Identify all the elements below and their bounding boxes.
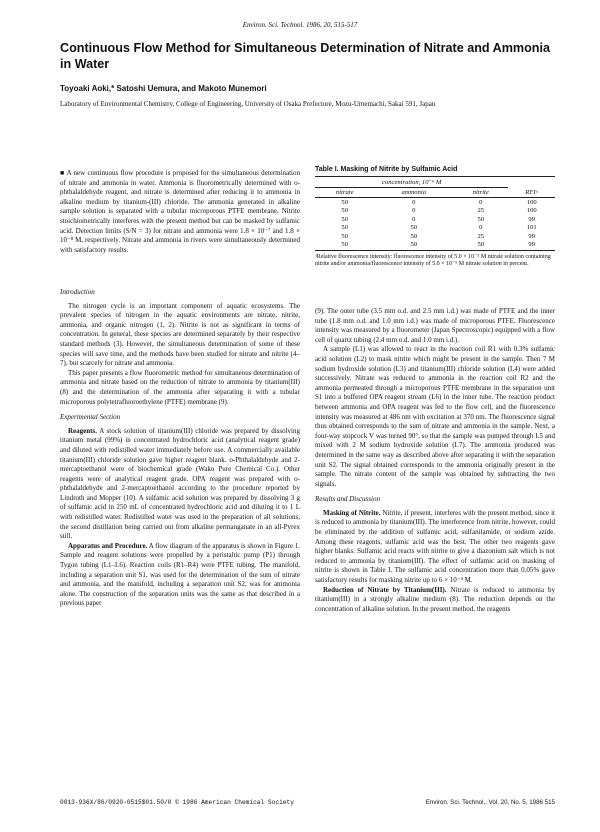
- table-cell: 50: [410, 232, 418, 240]
- table-row: [315, 207, 555, 216]
- table-cell: 25: [477, 232, 485, 240]
- affiliation: Laboratory of Environmental Chemistry, College of Engineering, University of Osaka Prefecture, Mozu-Umemachi, Sakai 591, Japan: [60, 100, 436, 108]
- left-column: [60, 282, 300, 609]
- reduction-text: Nitrate is reduced to ammonia by titanium(III) in a strongly alkaline medium (8). The reduction depends on the concentration of alkaline solution. In the present method, the reagents: [315, 585, 556, 613]
- table-cell: 0: [412, 215, 416, 223]
- table-cell: 50: [341, 224, 349, 232]
- table-row: [315, 215, 555, 224]
- table-cell: 99: [528, 232, 536, 240]
- table-1: [315, 166, 555, 269]
- right-column: [315, 307, 555, 614]
- author-list: Toyoaki Aoki,* Satoshi Uemura, and Makoto Munemori: [60, 84, 267, 93]
- table-row: [315, 232, 555, 241]
- reagents-lead: Reagents.: [68, 426, 97, 435]
- intro-paragraph-1: The nitrogen cycle is an important component of aquatic ecosystems. The prevalent species of nitrogen in the aquatic environments are nitrate, nitrite, ammonia, and organic nitrogen (1, 2). Nitrite is not as significant in terms of concentration. In general, these species are determined separately by their respective standard methods (3). However, the simultaneous determination of some of these species will save time, and the methods have been studied for nitrate and nitrite (4–7), but scarcely for nitrate and ammonia.: [60, 301, 300, 368]
- table-cell: 0: [479, 224, 483, 232]
- table-row: [315, 241, 555, 250]
- masking-lead: Masking of Nitrite.: [323, 508, 381, 517]
- table-cell: 50: [341, 207, 349, 215]
- table-cell: 50: [477, 241, 485, 249]
- abstract: ■ A new continuous flow procedure is proposed for the simultaneous determination of nitrate and ammonia in water. Ammonia is fluorometrically determined with o-phthalaldehyde reagent, and nitrate is determined after reducing it to ammonia in alkaline medium by titanium-(III) chloride. The ammonia generated in alkaline sample solution is separated with a tubular microporous PTFE membrane. Nitrite stoichiometrically interferes with the present method but can be masked by sulfamic acid. Detection limits (S/N = 3) for nitrate and ammonia were 1.8 × 10⁻⁷ and 1.8 × 10⁻⁸ M, respectively. Nitrate and ammonia in rivers were simultaneously determined with satisfactory results.: [60, 169, 300, 254]
- table-column-header: ammonia: [374, 188, 453, 198]
- reduction-paragraph: [315, 586, 555, 615]
- reagents-text: A stock solution of titanium(III) chloride was prepared by dissolving titanium metal (99%) in concentrated hydrochloric acid (analytical reagent grade) and diluted with redistilled water immediately before use. A commercially available titanium(III) chloride solution gave higher reagent blank. o-Phthalaldehyde and 2-mercaptoethanol were of biochemical grade (Wako Pure Chemical Co.). Other reagents were of analytical reagent grade. OPA reagent was prepared with o-phthalaldehyde and 2-mercaptoethanol according to the procedure reported by Lindroth and Mopper (10). A sulfamic acid solution was prepared by dissolving 3 g of sulfamic acid in 250 mL of concentrated hydrochloric acid and diluting it to 1 L with redistilled water. Redistilled water was used in the preparation of all solutions, the second distillation being carried out from alkaline permanganate in an all-Pyrex still.: [60, 426, 300, 541]
- page-footer: Environ. Sci. Technol., Vol. 20, No. 5, 1986 515: [425, 799, 555, 806]
- table-cell: 99: [528, 215, 536, 223]
- table-cell: 0: [479, 198, 483, 206]
- table-cell: 99: [528, 241, 536, 249]
- experimental-heading: Experimental Section: [60, 413, 121, 422]
- results-heading: Results and Discussion: [315, 495, 380, 504]
- table-cell: 25: [477, 207, 485, 215]
- table-cell: 50: [410, 224, 418, 232]
- reduction-lead: Reduction of Nitrate by Titanium(III).: [323, 585, 447, 594]
- table-cell: 50: [477, 215, 485, 223]
- table-cell: 50: [341, 198, 349, 206]
- masking-text: Nitrite, if present, interferes with the present method, since it is reduced to ammonia by titanium(III). The interference from nitrite, however, could be eliminated by the addition of sulfamic acid, sulfanilamide, or sodium azide. Among these reagents, sulfamic acid was the best. The other two reagents gave higher blanks. Sulfamic acid reacts with nitrite to give a diazonium salt which is not reduced to ammonia by titanium(III). The effect of sulfamic acid on masking of nitrite is shown in Table I. The sulfamic acid concentration more than 0.05% gave satisfactory results for masking nitrite up to 6 × 10⁻⁴ M.: [315, 508, 556, 585]
- masking-paragraph: [315, 509, 555, 586]
- intro-paragraph-2: This paper presents a flow fluorometric method for simultaneous determination of ammonia and nitrate based on the reduction of nitrate to ammonia by titanium(III) (8) and the determination of the ammonia after separating it with a tubular microporous polytetrafluoroethylene (PTFE) membrane (9).: [60, 368, 300, 406]
- reagents-paragraph: [60, 427, 300, 542]
- table-column-header: nitrate: [315, 188, 374, 198]
- nitrite-masking-table: [315, 176, 555, 251]
- table-row: [315, 198, 555, 207]
- apparatus-continued: (9). The outer tube (3.5 mm o.d. and 2.5 mm i.d.) was made of PTFE and the inner tube (1.8 mm o.d. and 1.0 mm i.d.) was made of microporous PTFE. Fluorescence intensity was measured by a fluorometer (Japan Spectroscopic) equipped with a flow cell of quartz tubing (2.4 mm o.d. and 1.0 mm i.d.).: [315, 307, 555, 344]
- apparatus-paragraph: [60, 542, 300, 609]
- introduction-heading: Introduction: [60, 288, 95, 296]
- apparatus-lead: Apparatus and Procedure.: [68, 541, 148, 550]
- copyright-footer: 0013-936X/86/0920-0515$01.50/0 © 1986 American Chemical Society: [60, 799, 294, 806]
- table-cell: 101: [526, 224, 537, 232]
- table-cell: 50: [410, 241, 418, 249]
- procedure-paragraph: A sample (L1) was allowed to react in the reaction coil R1 with 0.3% sulfamic acid solution (L2) to mask nitrite which might be present in the sample. Then 7 M sodium hydroxide solution (L3) and titanium(III) chloride solution (L4) were added successively. Nitrate was reduced to ammonia in the reaction coil R2 and the ammonia permeated through a microporous PTFE membrane in the separation unit S1 into a buffered OPA reagent stream (L6) in the inner tube. The reaction product between ammonia and OPA reagent was fed to the flow cell, and the fluorescence intensity was measured at 486 nm with excitation at 370 nm. The fluorescence signal thus obtained corresponds to the sum of nitrate and ammonia in the sample. Next, a four-way stopcock V was turned 90°, so that the sample was pumped through L5 and mixed with 2 M sodium hydroxide solution (L7). The ammonia produced was determined in the same way as described above after separating it with the separation unit S2. The signal obtained corresponds to the ammonia originally present in the sample. The nitrate content of the sample was obtained by subtracting the two signals.: [315, 345, 555, 488]
- table-cell: 0: [412, 207, 416, 215]
- table-cell: 50: [341, 232, 349, 240]
- table-cell: 50: [341, 215, 349, 223]
- table-cell: 100: [526, 207, 537, 215]
- table-cell: 50: [341, 241, 349, 249]
- table-caption: Table I. Masking of Nitrite by Sulfamic Acid: [315, 166, 458, 173]
- article-title: Continuous Flow Method for Simultaneous Determination of Nitrate and Ammonia in Water: [60, 41, 550, 71]
- apparatus-text: A flow diagram of the apparatus is shown in Figure 1. Sample and reagent solutions were propelled by a peristaltic pump (P1) through Tygon tubing (L1–L6). Reaction coils (R1–R4) were PTFE tubing. The manifold, including a separation unit S1, was used for the determination of the sum of nitrate and ammonia, and the manifold, including a separation unit S2, was for ammonia alone. The construction of the separation units was the same as that described in a previous paper: [60, 541, 300, 608]
- table-cell: 100: [526, 198, 537, 206]
- table-column-header: RFIᵃ: [508, 188, 555, 198]
- table-footnote: ᵃRelative fluorescence intensity: fluorescence intensity of 5.0 × 10⁻⁵ M nitrate solution containing nitrite and/or ammonia/fluorescence intensity of 5.0 × 10⁻⁵ M nitrate solution in percent.: [315, 253, 551, 268]
- table-cell: 0: [412, 198, 416, 206]
- journal-header: Environ. Sci. Technol. 1986, 20, 515-517: [242, 21, 358, 29]
- table-column-header: nitrite: [453, 188, 508, 198]
- table-group-header: concentration, 10⁻⁶ M: [315, 177, 508, 188]
- table-row: [315, 224, 555, 233]
